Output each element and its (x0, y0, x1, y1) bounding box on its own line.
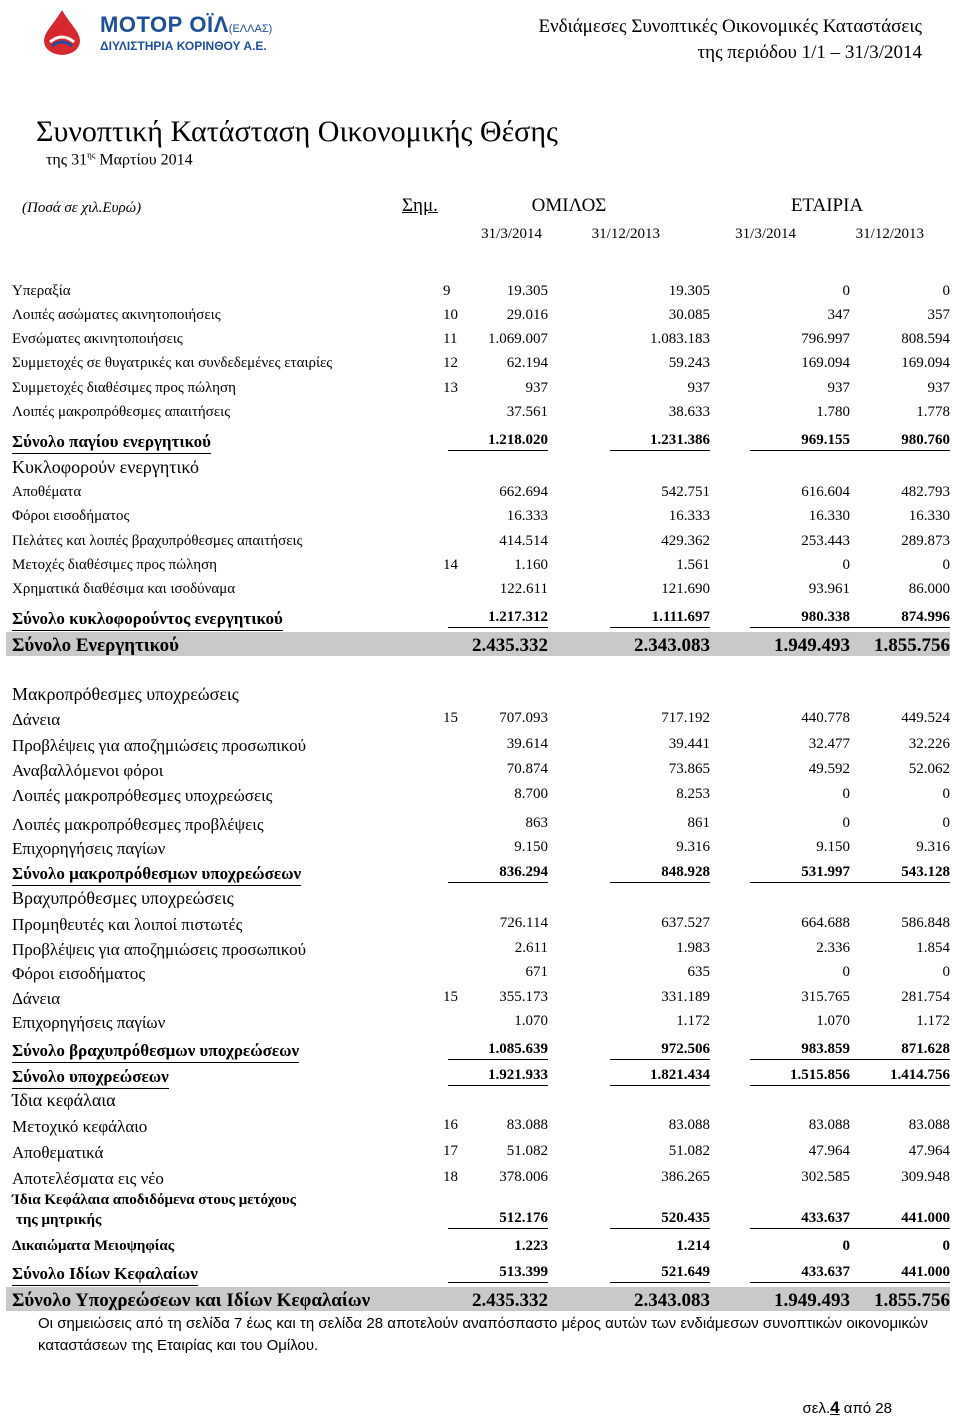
row-label: Μετοχές διαθέσιμες προς πώληση (12, 557, 218, 573)
row-value: 309.948 (901, 1169, 950, 1185)
table-row (0, 331, 960, 353)
row-value: 0 (942, 1238, 950, 1254)
table-row (0, 989, 960, 1011)
row-value: 482.793 (901, 484, 950, 500)
row-value: 449.524 (901, 710, 950, 726)
equity-total-row (0, 1264, 960, 1286)
row-label: Σύνολο κυκλοφορούντος ενεργητικού (12, 609, 283, 631)
table-row (0, 557, 960, 579)
document-header (538, 14, 922, 66)
row-value: 121.690 (661, 581, 710, 597)
row-value: 1.780 (816, 404, 850, 420)
row-value: 1.160 (514, 557, 548, 573)
table-row (0, 940, 960, 962)
grand-total-row (0, 1290, 960, 1312)
row-value: 38.633 (668, 404, 710, 420)
row-value: 586.848 (901, 915, 950, 931)
row-value: 289.873 (901, 533, 950, 549)
row-value: 0 (942, 283, 950, 299)
row-value: 1.218.020 (448, 432, 548, 451)
row-value: 8.700 (514, 786, 548, 802)
row-value: 19.305 (506, 283, 548, 299)
row-value: 62.194 (506, 355, 548, 371)
row-note: 13 (443, 380, 458, 396)
row-value: 9.316 (676, 839, 710, 855)
row-label: Ενσώματες ακινητοποιήσεις (12, 331, 183, 347)
units-label: (Ποσά σε χιλ.Ευρώ) (22, 200, 142, 216)
table-row (0, 964, 960, 986)
row-value: 1.821.434 (610, 1067, 710, 1086)
row-value: 1.778 (916, 404, 950, 420)
row-value: 86.000 (908, 581, 950, 597)
row-label: Αποτελέσματα εις νέο (12, 1169, 164, 1188)
row-value: 0 (842, 557, 850, 573)
table-row (0, 915, 960, 937)
doc-title: Ενδιάμεσες Συνοπτικές Οικονομικές Καταστάσεις (538, 16, 922, 37)
row-value: 1.854 (916, 940, 950, 956)
company-subname: ΔΙΥΛΙΣΤΗΡΙΑ ΚΟΡΙΝΘΟΥ Α.Ε. (100, 39, 267, 53)
row-label: Φόροι εισοδήματος (12, 508, 130, 524)
table-row (0, 786, 960, 808)
row-value: 1.223 (514, 1238, 548, 1254)
row-value: 414.514 (499, 533, 548, 549)
parent-equity-row (0, 1192, 960, 1232)
row-value: 9.316 (916, 839, 950, 855)
row-value: 49.592 (808, 761, 850, 777)
parent-equity-label-line1: Ίδια Κεφάλαια αποδιδόμενα στους μετόχους (12, 1192, 296, 1208)
table-row (0, 355, 960, 377)
col-date-1: 31/3/2014 (481, 226, 542, 242)
table-row (0, 581, 960, 603)
row-label: Σύνολο μακροπρόθεσμων υποχρεώσεων (12, 864, 301, 886)
row-value: 937 (687, 380, 710, 396)
row-value: 717.192 (661, 710, 710, 726)
row-value: 347 (827, 307, 850, 323)
row-label: Σύνολο Υποχρεώσεων και Ιδίων Κεφαλαίων (12, 1290, 371, 1311)
row-value: 83.088 (808, 1117, 850, 1133)
row-value: 2.343.083 (634, 1290, 710, 1311)
row-value: 2.435.332 (472, 635, 548, 656)
row-label: Συμμετοχές σε θυγατρικές και συνδεδεμένες εταιρίες (12, 355, 333, 371)
row-value: 1.561 (676, 557, 710, 573)
row-note: 12 (443, 355, 458, 371)
row-value: 512.176 (448, 1210, 548, 1229)
row-value: 861 (687, 815, 710, 831)
row-value: 707.093 (499, 710, 548, 726)
row-value: 863 (525, 815, 548, 831)
row-value: 836.294 (448, 864, 548, 883)
row-label: Συμμετοχές διαθέσιμες προς πώληση (12, 380, 236, 396)
row-value: 30.085 (668, 307, 710, 323)
row-label: Χρηματικά διαθέσιμα και ισοδύναμα (12, 581, 236, 597)
row-value: 47.964 (808, 1143, 850, 1159)
row-label: Λοιπές μακροπρόθεσμες απαιτήσεις (12, 404, 231, 420)
row-label: Επιχορηγήσεις παγίων (12, 1013, 166, 1032)
row-value: 937 (525, 380, 548, 396)
table-row (0, 1143, 960, 1165)
page-title: Συνοπτική Κατάσταση Οικονομικής Θέσης (36, 115, 558, 148)
row-value: 726.114 (499, 915, 548, 931)
table-row (0, 839, 960, 861)
row-label: Λοιπές μακροπρόθεσμες προβλέψεις (12, 815, 264, 834)
row-label: Αναβαλλόμενοι φόροι (12, 761, 164, 780)
row-value: 937 (927, 380, 950, 396)
row-value: 1.983 (676, 940, 710, 956)
table-row (0, 380, 960, 402)
row-label: Σύνολο βραχυπρόθεσμων υποχρεώσεων (12, 1041, 299, 1063)
row-label: Αποθέματα (12, 484, 82, 500)
company-name: ΜΟΤΟΡ ΟΪΛ(ΕΛΛΑΣ) (100, 12, 273, 37)
row-value: 0 (942, 557, 950, 573)
table-row (0, 815, 960, 837)
note-column-header: Σημ. (402, 195, 438, 216)
row-value: 871.628 (850, 1041, 950, 1060)
row-value: 671 (525, 964, 548, 980)
row-value: 253.443 (801, 533, 850, 549)
row-value: 52.062 (908, 761, 950, 777)
row-label: Σύνολο Ιδίων Κεφαλαίων (12, 1264, 198, 1286)
row-note: 14 (443, 557, 458, 573)
row-value: 2.343.083 (634, 635, 710, 656)
row-value: 1.949.493 (774, 635, 850, 656)
row-value: 37.561 (506, 404, 548, 420)
row-value: 441.000 (850, 1264, 950, 1283)
row-note: 18 (443, 1169, 458, 1185)
equity-heading: Ίδια κεφάλαια (12, 1090, 116, 1110)
row-value: 874.996 (850, 609, 950, 628)
row-value: 169.094 (901, 355, 950, 371)
row-value: 16.333 (668, 508, 710, 524)
row-value: 616.604 (801, 484, 850, 500)
row-label: Πελάτες και λοιπές βραχυπρόθεσμες απαιτήσεις (12, 533, 303, 549)
row-value: 16.330 (908, 508, 950, 524)
row-label: Σύνολο παγίου ενεργητικού (12, 432, 211, 454)
row-value: 848.928 (610, 864, 710, 883)
row-label: Προβλέψεις για αποζημιώσεις προσωπικού (12, 736, 307, 755)
st-liabilities-heading: Βραχυπρόθεσμες υποχρεώσεις (12, 888, 234, 908)
row-value: 70.874 (506, 761, 548, 777)
row-value: 983.859 (750, 1041, 850, 1060)
row-value: 51.082 (668, 1143, 710, 1159)
row-value: 122.611 (499, 581, 548, 597)
row-label: Δάνεια (12, 710, 61, 729)
row-value: 980.338 (750, 609, 850, 628)
row-value: 2.611 (514, 940, 548, 956)
row-value: 59.243 (668, 355, 710, 371)
row-value: 315.765 (801, 989, 850, 1005)
lt-total-row (0, 864, 960, 886)
row-value: 637.527 (661, 915, 710, 931)
row-note: 9 (443, 283, 451, 299)
row-value: 83.088 (668, 1117, 710, 1133)
row-value: 513.399 (448, 1264, 548, 1283)
row-value: 1.414.756 (850, 1067, 950, 1086)
row-value: 433.637 (750, 1264, 850, 1283)
row-value: 1.111.697 (610, 609, 710, 628)
row-value: 1.070 (816, 1013, 850, 1029)
row-value: 543.128 (850, 864, 950, 883)
row-value: 357 (927, 307, 950, 323)
row-value: 664.688 (801, 915, 850, 931)
row-value: 29.016 (506, 307, 548, 323)
row-value: 378.006 (499, 1169, 548, 1185)
row-value: 0 (842, 283, 850, 299)
row-value: 441.000 (850, 1210, 950, 1229)
row-value: 1.855.756 (874, 1290, 950, 1311)
row-value: 2.435.332 (472, 1290, 548, 1311)
row-value: 39.441 (668, 736, 710, 752)
table-row (0, 736, 960, 758)
row-label: Επιχορηγήσεις παγίων (12, 839, 166, 858)
row-value: 0 (842, 786, 850, 802)
col-date-4: 31/12/2013 (855, 226, 924, 242)
row-value: 972.506 (610, 1041, 710, 1060)
row-value: 331.189 (661, 989, 710, 1005)
row-value: 9.150 (514, 839, 548, 855)
company-logo (40, 8, 273, 56)
lt-liabilities-heading: Μακροπρόθεσμες υποχρεώσεις (12, 684, 239, 704)
row-note: 15 (443, 710, 458, 726)
group-header: ΟΜΙΛΟΣ (531, 195, 607, 216)
page-number: σελ.4 από 28 (802, 1398, 892, 1417)
row-value: 47.964 (908, 1143, 950, 1159)
row-value: 1.921.933 (448, 1067, 548, 1086)
row-note: 17 (443, 1143, 458, 1159)
row-value: 9.150 (816, 839, 850, 855)
parent-equity-label-line2: της μητρικής (16, 1212, 102, 1228)
row-value: 51.082 (506, 1143, 548, 1159)
table-row (0, 1013, 960, 1035)
row-value: 169.094 (801, 355, 850, 371)
row-label: Προμηθευτές και λοιποί πιστωτές (12, 915, 243, 934)
row-value: 937 (827, 380, 850, 396)
page-subtitle: της $31^{\eta\varsigma}$ Μαρτίου 2014 (46, 150, 193, 169)
row-value: 0 (942, 964, 950, 980)
row-value: 0 (842, 1238, 850, 1254)
col-date-2: 31/12/2013 (591, 226, 660, 242)
current-assets-heading: Κυκλοφορούν ενεργητικό (12, 457, 199, 477)
liabilities-total-row (0, 1067, 960, 1089)
row-note: 16 (443, 1117, 458, 1133)
row-value: 662.694 (499, 484, 548, 500)
row-value: 355.173 (499, 989, 548, 1005)
row-value: 32.226 (908, 736, 950, 752)
row-value: 969.155 (750, 432, 850, 451)
row-note: 11 (443, 331, 458, 347)
st-total-row (0, 1041, 960, 1063)
row-value: 520.435 (610, 1210, 710, 1229)
row-value: 1.217.312 (448, 609, 548, 628)
noncurrent-total-row (0, 432, 960, 454)
row-note: 10 (443, 307, 458, 323)
row-value: 0 (942, 815, 950, 831)
row-value: 433.637 (750, 1210, 850, 1229)
row-value: 1.172 (916, 1013, 950, 1029)
table-row (0, 533, 960, 555)
company-header: ΕΤΑΙΡΙΑ (790, 195, 864, 216)
row-label: Λοιπές ασώματες ακινητοποιήσεις (12, 307, 221, 323)
table-row (0, 508, 960, 530)
row-value: 93.961 (808, 581, 850, 597)
row-value: 796.997 (801, 331, 850, 347)
table-row (0, 307, 960, 329)
minority-row (0, 1238, 960, 1260)
assets-total-row (0, 635, 960, 657)
table-row (0, 1117, 960, 1139)
row-value: 83.088 (908, 1117, 950, 1133)
row-value: 1.083.183 (650, 331, 710, 347)
row-value: 440.778 (801, 710, 850, 726)
row-label: Δικαιώματα Μειοψηφίας (12, 1238, 175, 1254)
row-value: 83.088 (506, 1117, 548, 1133)
row-value: 302.585 (801, 1169, 850, 1185)
row-label: Υπεραξία (12, 283, 71, 299)
row-label: Δάνεια (12, 989, 61, 1008)
row-value: 808.594 (901, 331, 950, 347)
row-label: Σύνολο Ενεργητικού (12, 635, 179, 656)
row-value: 32.477 (808, 736, 850, 752)
row-label: Μετοχικό κεφάλαιο (12, 1117, 148, 1136)
row-value: 1.172 (676, 1013, 710, 1029)
table-row (0, 710, 960, 732)
table-row (0, 1169, 960, 1191)
row-value: 8.253 (676, 786, 710, 802)
row-value: 429.362 (661, 533, 710, 549)
row-value: 1.515.856 (750, 1067, 850, 1086)
row-label: Σύνολο υποχρεώσεων (12, 1067, 169, 1089)
col-date-3: 31/3/2014 (735, 226, 796, 242)
row-note: 15 (443, 989, 458, 1005)
row-value: 19.305 (668, 283, 710, 299)
row-label: Προβλέψεις για αποζημιώσεις προσωπικού (12, 940, 307, 959)
row-value: 531.997 (750, 864, 850, 883)
footer-note: Οι σημειώσεις από τη σελίδα 7 έως και τη σελίδα 28 αποτελούν αναπόσπαστο μέρος αυτών των ενδιάμεσων συνοπτικών οικονομικών καταστάσεων της Εταιρίας και του Ομίλου. (38, 1315, 928, 1354)
row-value: 1.855.756 (874, 635, 950, 656)
table-row (0, 484, 960, 506)
row-value: 1.214 (676, 1238, 710, 1254)
row-value: 542.751 (661, 484, 710, 500)
row-value: 16.330 (808, 508, 850, 524)
row-label (12, 1190, 296, 1230)
row-value: 1.070 (514, 1013, 548, 1029)
row-value: 635 (687, 964, 710, 980)
row-value: 73.865 (668, 761, 710, 777)
row-value: 1.949.493 (774, 1290, 850, 1311)
row-value: 0 (842, 815, 850, 831)
current-total-row (0, 609, 960, 631)
row-label: Φόροι εισοδήματος (12, 964, 146, 983)
table-row (0, 761, 960, 783)
row-value: 386.265 (661, 1169, 710, 1185)
row-value: 39.614 (506, 736, 548, 752)
doc-period: της περιόδου 1/1 – 31/3/2014 (697, 42, 922, 63)
row-value: 2.336 (816, 940, 850, 956)
row-value: 1.069.007 (488, 331, 548, 347)
row-value: 521.649 (610, 1264, 710, 1283)
row-value: 1.085.639 (448, 1041, 548, 1060)
row-value: 0 (942, 786, 950, 802)
drop-logo-icon (40, 8, 96, 56)
row-value: 0 (842, 964, 850, 980)
row-value: 1.231.386 (610, 432, 710, 451)
table-row (0, 283, 960, 305)
row-value: 281.754 (901, 989, 950, 1005)
row-label: Λοιπές μακροπρόθεσμες υποχρεώσεις (12, 786, 273, 805)
row-value: 16.333 (506, 508, 548, 524)
row-value: 980.760 (850, 432, 950, 451)
row-label: Αποθεματικά (12, 1143, 104, 1162)
table-row (0, 404, 960, 426)
